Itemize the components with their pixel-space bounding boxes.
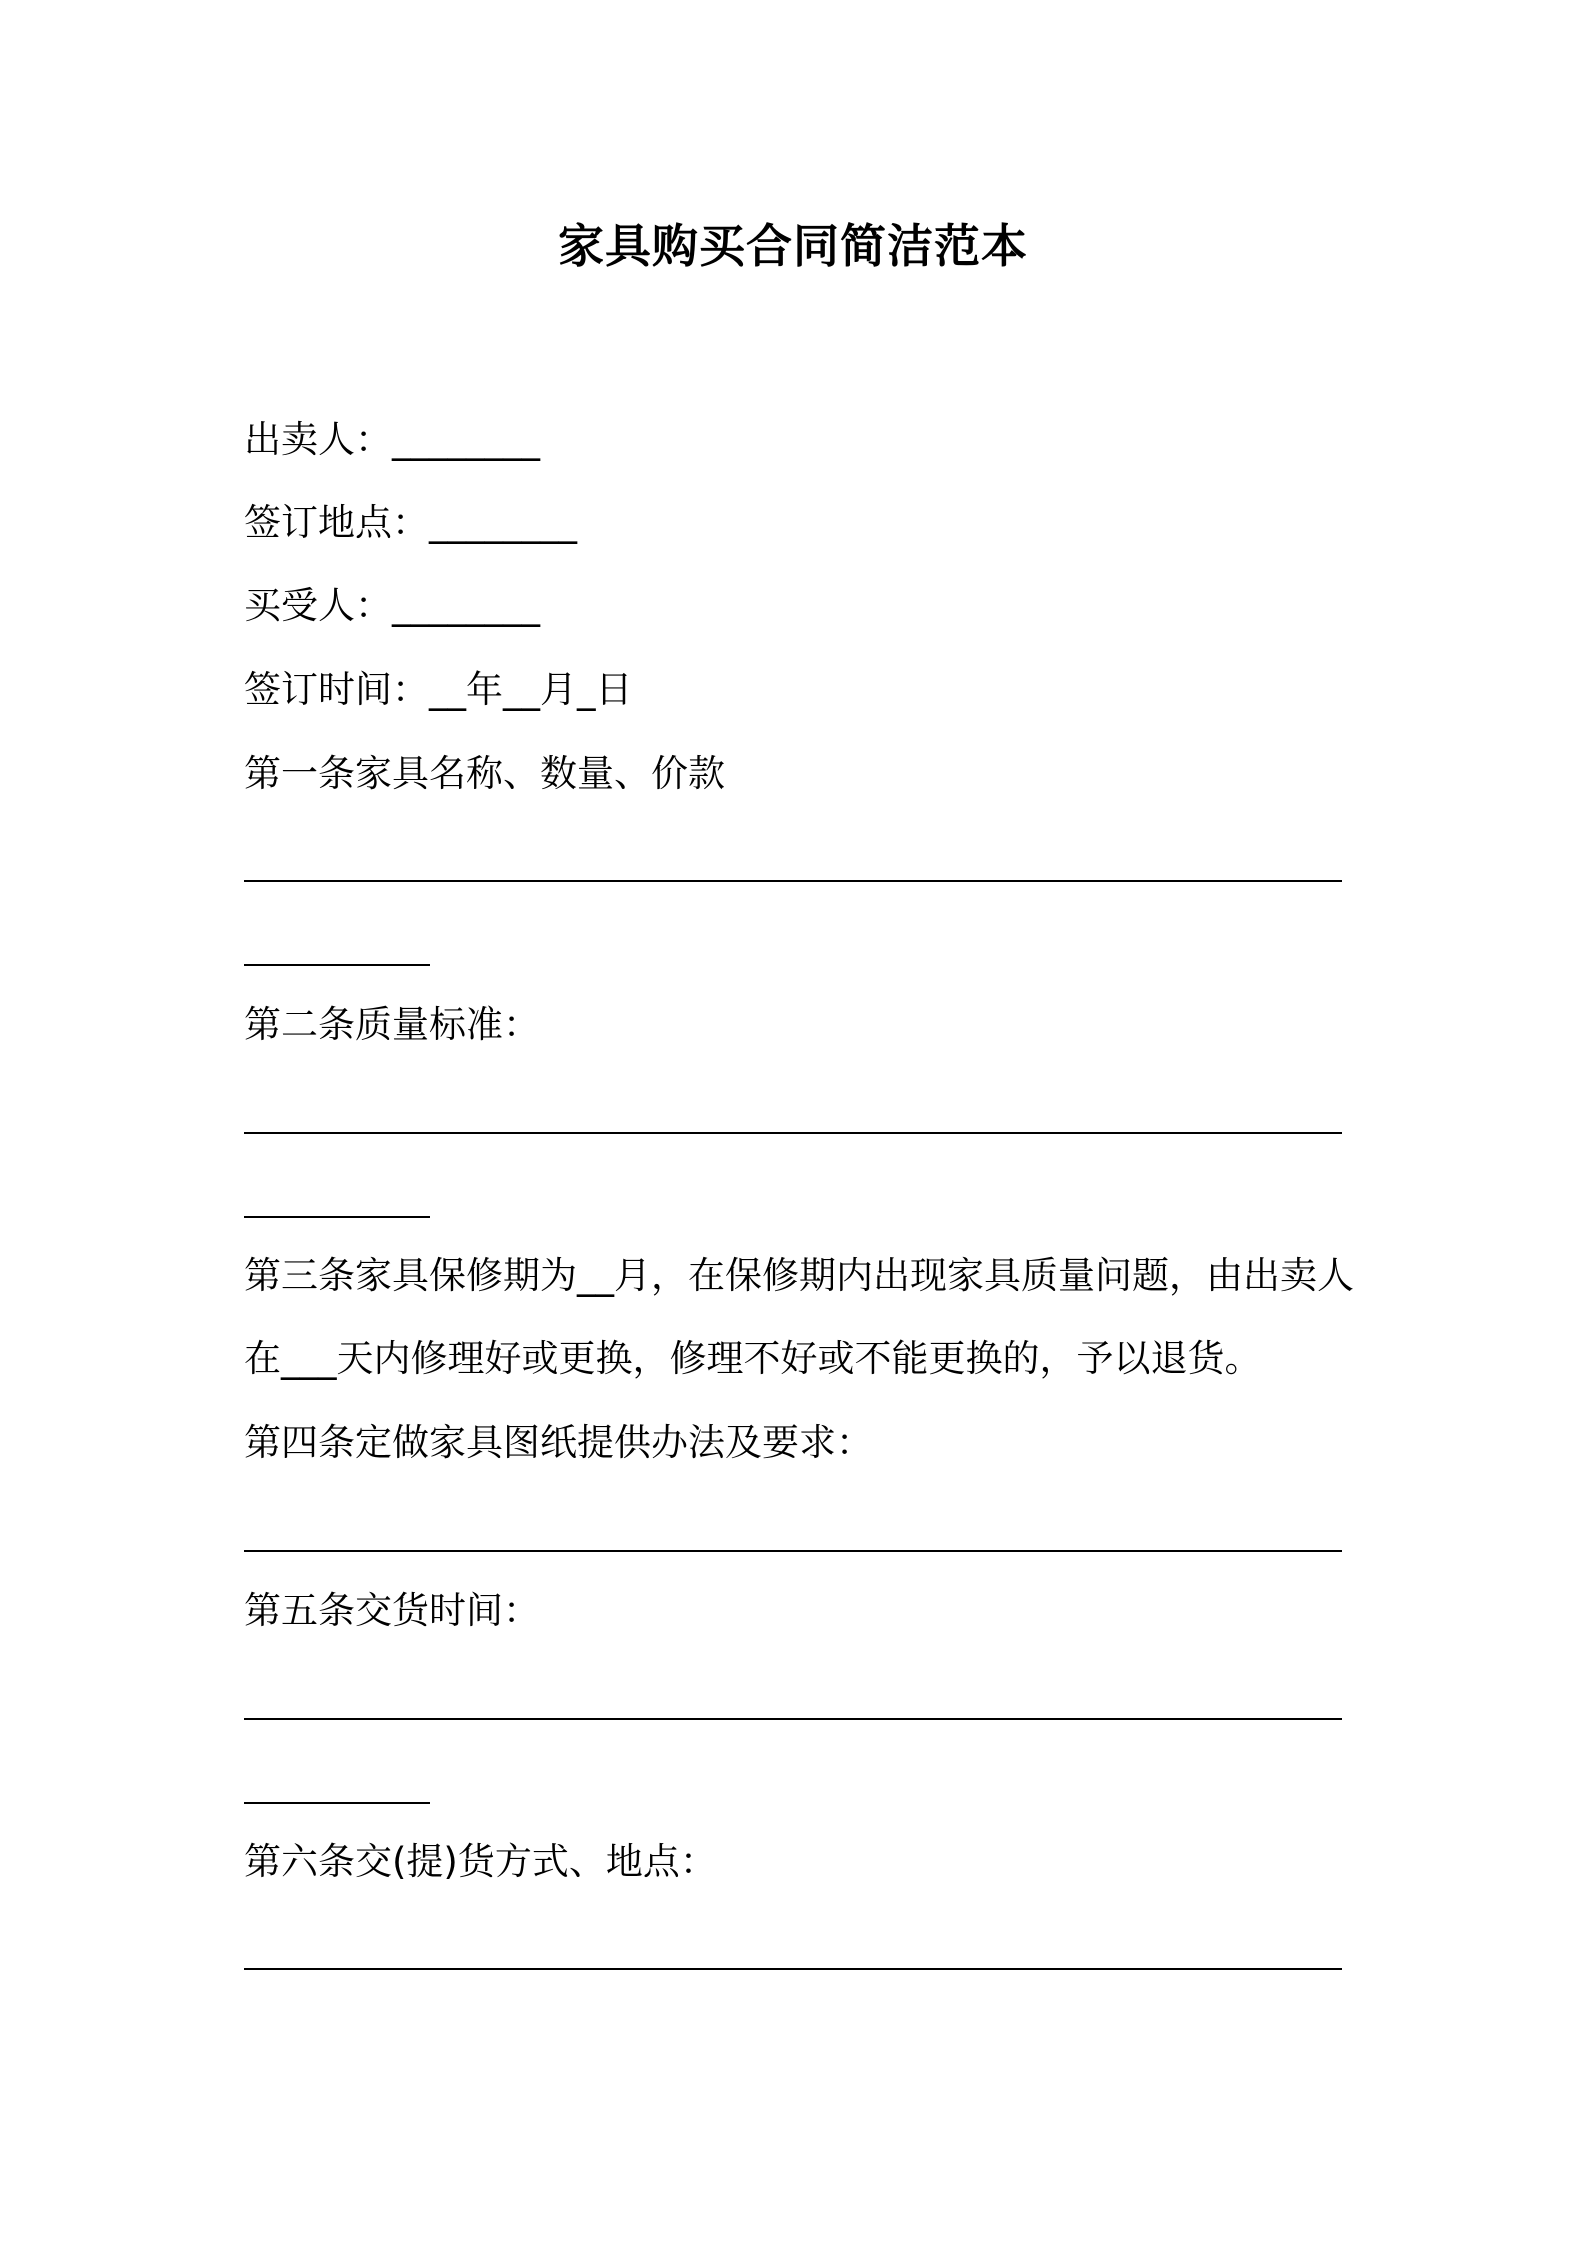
article-5-heading: 第五条交货时间： bbox=[244, 1589, 540, 1632]
seller-field: 出卖人：________ bbox=[244, 418, 540, 461]
document-title: 家具购买合同简洁范本 bbox=[558, 219, 1028, 273]
article-1-blank-line-short bbox=[244, 964, 430, 966]
article-2-heading: 第二条质量标准： bbox=[244, 1003, 540, 1046]
article-4-blank-line bbox=[244, 1550, 1342, 1552]
sign-time-field: 签订时间：__年__月_日 bbox=[244, 668, 633, 711]
buyer-field: 买受人：________ bbox=[244, 584, 540, 627]
article-6-blank-line bbox=[244, 1968, 1342, 1970]
article-1-blank-line bbox=[244, 880, 1342, 882]
article-3-line-2: 在___天内修理好或更换，修理不好或不能更换的，予以退货。 bbox=[244, 1337, 1262, 1380]
article-3-line-1: 第三条家具保修期为__月，在保修期内出现家具质量问题，由出卖人 bbox=[244, 1254, 1354, 1297]
article-5-blank-line bbox=[244, 1718, 1342, 1720]
article-6-heading: 第六条交(提)货方式、地点： bbox=[244, 1840, 717, 1883]
article-5-blank-line-short bbox=[244, 1802, 430, 1804]
article-1-heading: 第一条家具名称、数量、价款 bbox=[244, 752, 725, 795]
article-2-blank-line-short bbox=[244, 1216, 430, 1218]
article-4-heading: 第四条定做家具图纸提供办法及要求： bbox=[244, 1421, 873, 1464]
sign-place-field: 签订地点：________ bbox=[244, 501, 577, 544]
article-2-blank-line bbox=[244, 1132, 1342, 1134]
